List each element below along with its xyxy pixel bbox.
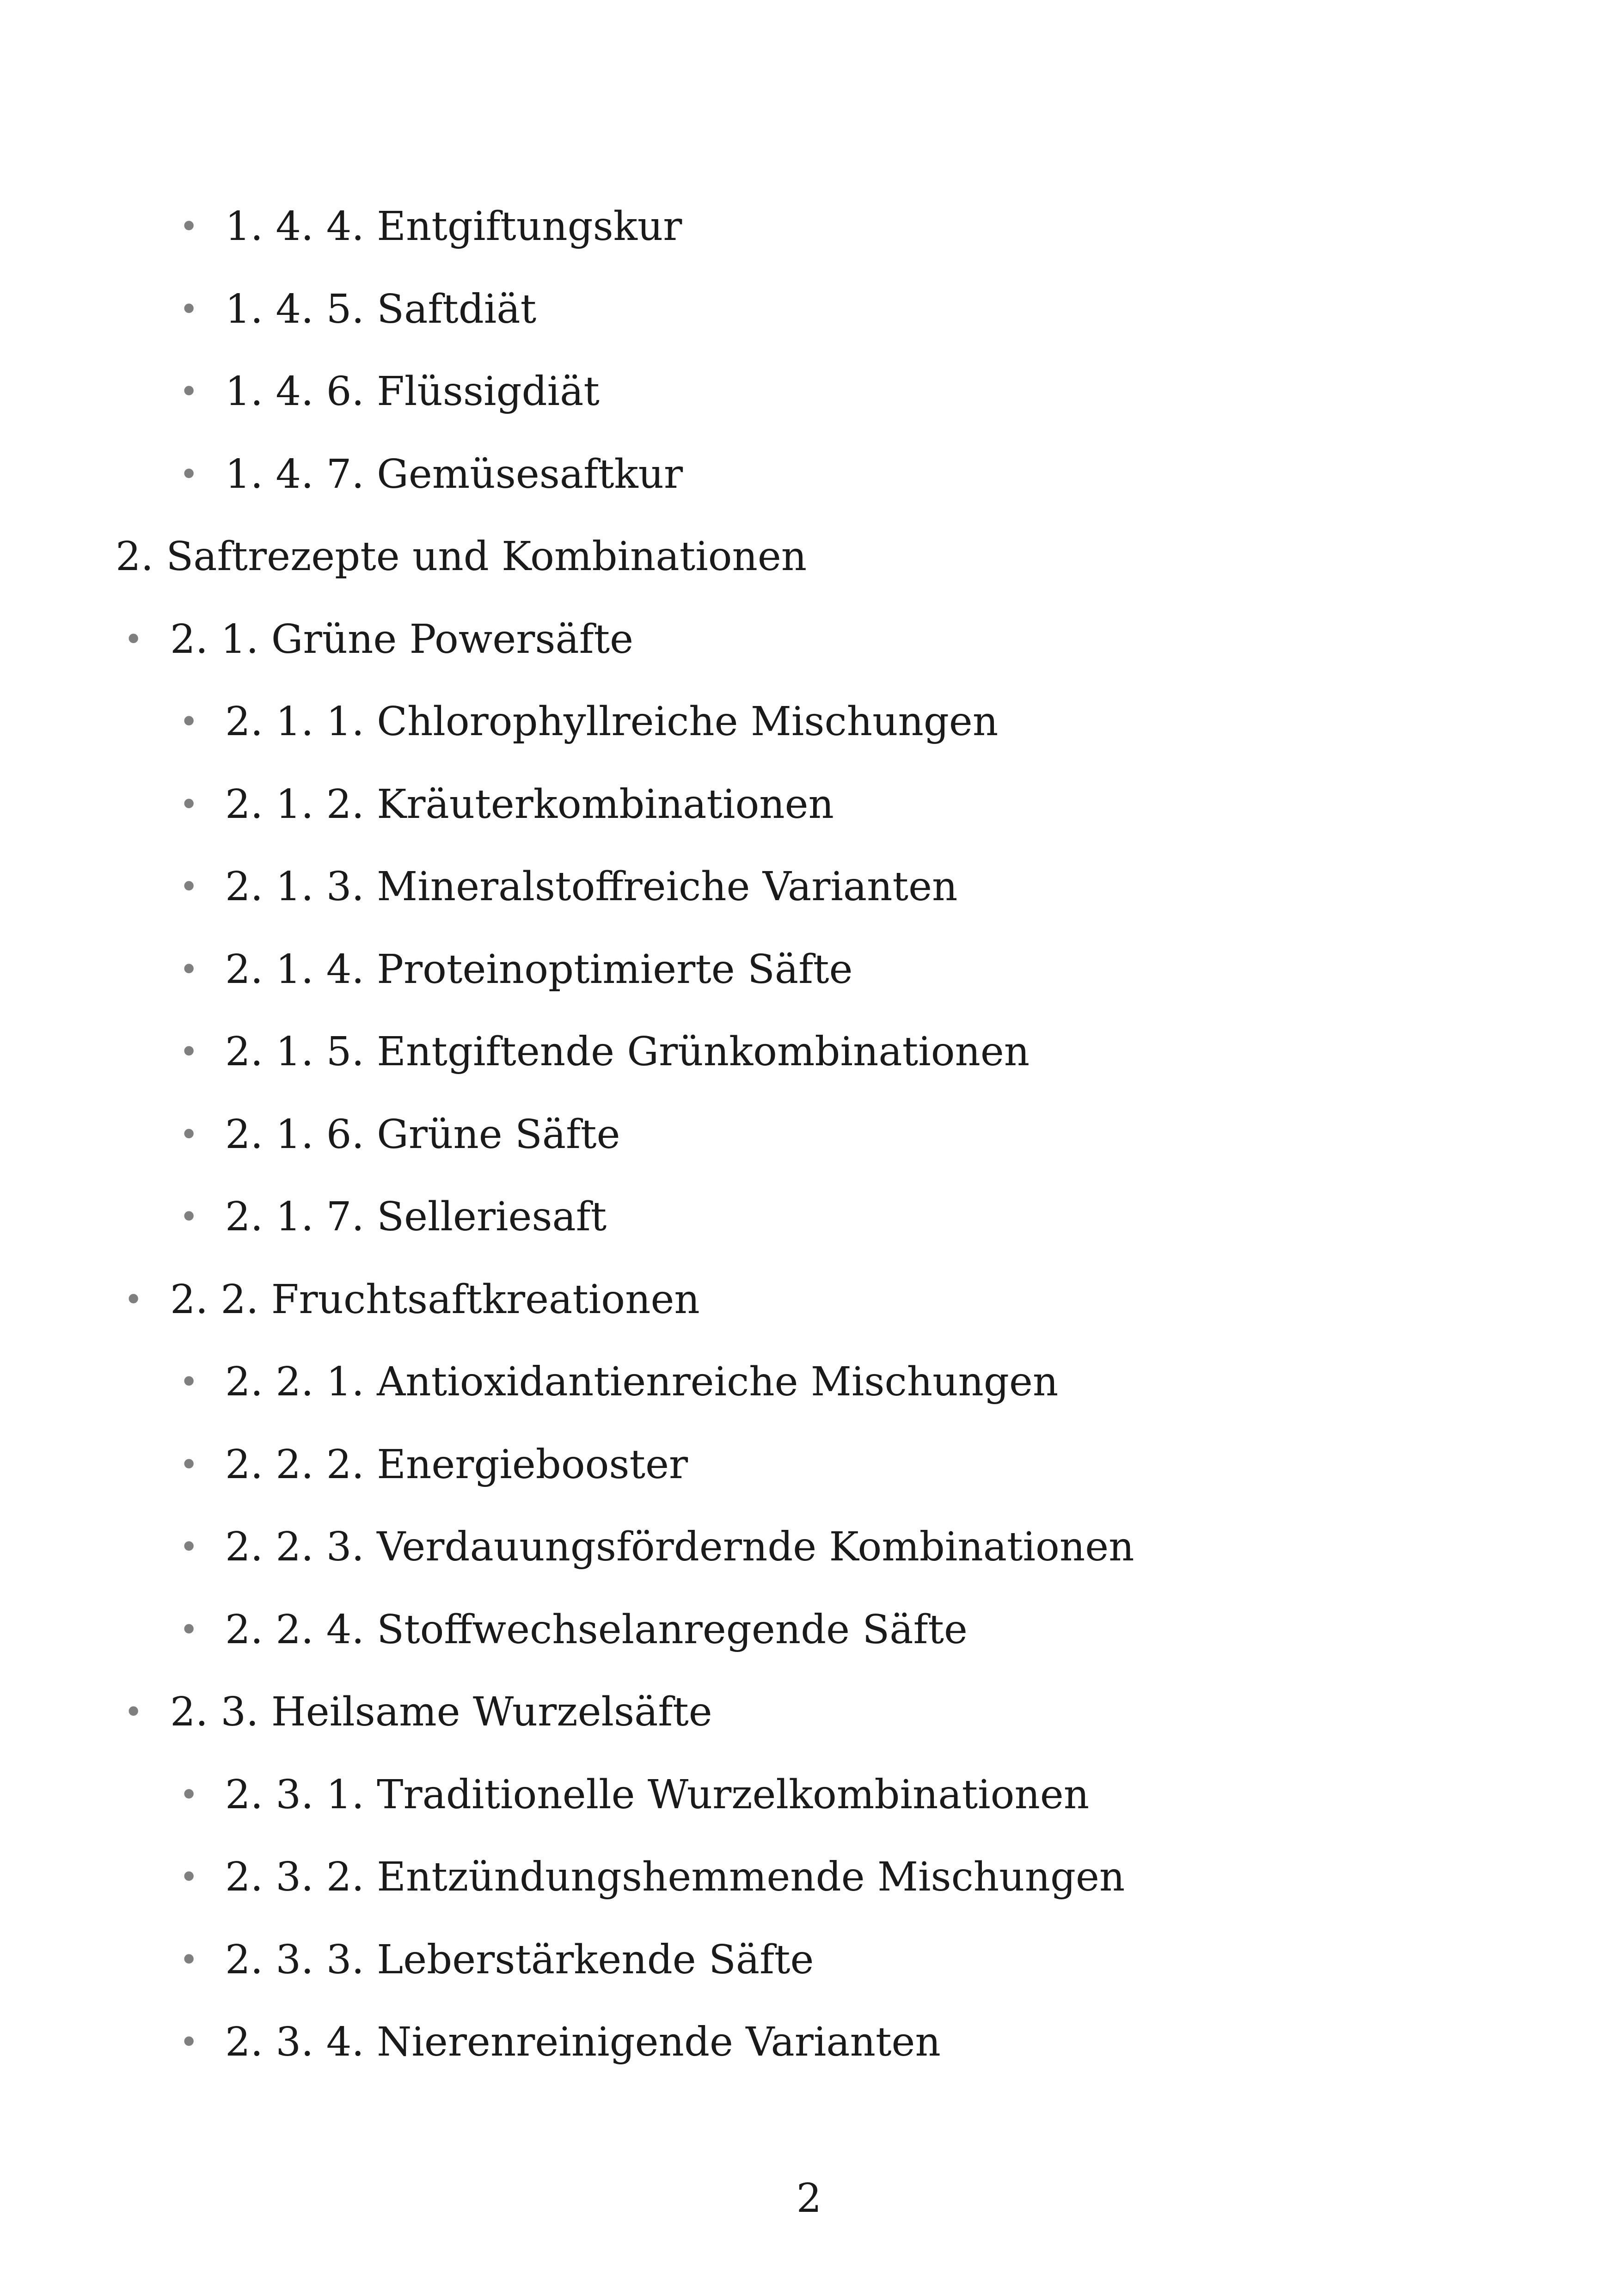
toc-entry-label: 2. 1. 2. Kräuterkombinationen — [225, 781, 834, 828]
toc-entry-label: 1. 4. 4. Entgiftungskur — [225, 203, 682, 250]
bullet-icon: • — [179, 1940, 199, 1979]
bullet-icon: • — [179, 785, 199, 823]
toc-entry-label: 2. 1. 6. Grüne Säfte — [225, 1111, 620, 1158]
toc-entry-label: 2. 1. 3. Mineralstoffreiche Varianten — [225, 864, 958, 910]
bullet-icon: • — [179, 1363, 199, 1401]
bullet-icon: • — [179, 1858, 199, 1896]
toc-entry-label: 2. 1. Grüne Powersäfte — [170, 616, 634, 663]
toc-entry-label: 2. 1. 1. Chlorophyllreiche Mischungen — [225, 699, 999, 745]
bullet-icon: • — [124, 620, 143, 658]
bullet-icon: • — [124, 1280, 143, 1319]
bullet-icon: • — [179, 1115, 199, 1154]
bullet-icon: • — [179, 868, 199, 906]
toc-entry-label: 2. Saftrezepte und Kombinationen — [116, 534, 807, 580]
bullet-icon: • — [179, 1610, 199, 1649]
toc-entry-label: 2. 3. Heilsame Wurzelsäfte — [170, 1689, 712, 1735]
toc-entry-label: 2. 3. 2. Entzündungshemmende Mischungen — [225, 1854, 1125, 1900]
toc-entry-label: 2. 2. 2. Energiebooster — [225, 1441, 688, 1488]
bullet-icon: • — [179, 455, 199, 493]
toc-entry-label: 2. 1. 7. Selleriesaft — [225, 1194, 607, 1240]
toc-entry-label: 1. 4. 6. Flüssigdiät — [225, 368, 600, 415]
toc-entry-label: 2. 2. 3. Verdauungsfördernde Kombinationen — [225, 1524, 1134, 1570]
page-number: 2 — [796, 2175, 822, 2222]
bullet-icon: • — [124, 1693, 143, 1731]
bullet-icon: • — [179, 2023, 199, 2061]
toc-entry-label: 1. 4. 7. Gemüsesaftkur — [225, 451, 683, 497]
toc-entry-label: 2. 3. 1. Traditionelle Wurzelkombinationen — [225, 1771, 1090, 1818]
toc-entry-label: 1. 4. 5. Saftdiät — [225, 286, 537, 332]
bullet-icon: • — [179, 703, 199, 741]
toc-entry-label: 2. 2. 4. Stoffwechselanregende Säfte — [225, 1606, 968, 1653]
bullet-icon: • — [179, 1198, 199, 1236]
toc-entry-label: 2. 1. 5. Entgiftende Grünkombinationen — [225, 1029, 1030, 1075]
bullet-icon: • — [179, 290, 199, 328]
bullet-icon: • — [179, 950, 199, 988]
toc-entry-label: 2. 1. 4. Proteinoptimierte Säfte — [225, 946, 853, 993]
bullet-icon: • — [179, 1775, 199, 1814]
toc-entry-label: 2. 2. Fruchtsaftkreationen — [170, 1276, 700, 1323]
bullet-icon: • — [179, 373, 199, 411]
toc-entry-label: 2. 3. 3. Leberstärkende Säfte — [225, 1936, 814, 1983]
bullet-icon: • — [179, 1445, 199, 1484]
toc-entry-label: 2. 3. 4. Nierenreinigende Varianten — [225, 2019, 941, 2065]
bullet-icon: • — [179, 1528, 199, 1566]
toc-entry-label: 2. 2. 1. Antioxidantienreiche Mischungen — [225, 1359, 1059, 1405]
bullet-icon: • — [179, 208, 199, 246]
bullet-icon: • — [179, 1033, 199, 1071]
